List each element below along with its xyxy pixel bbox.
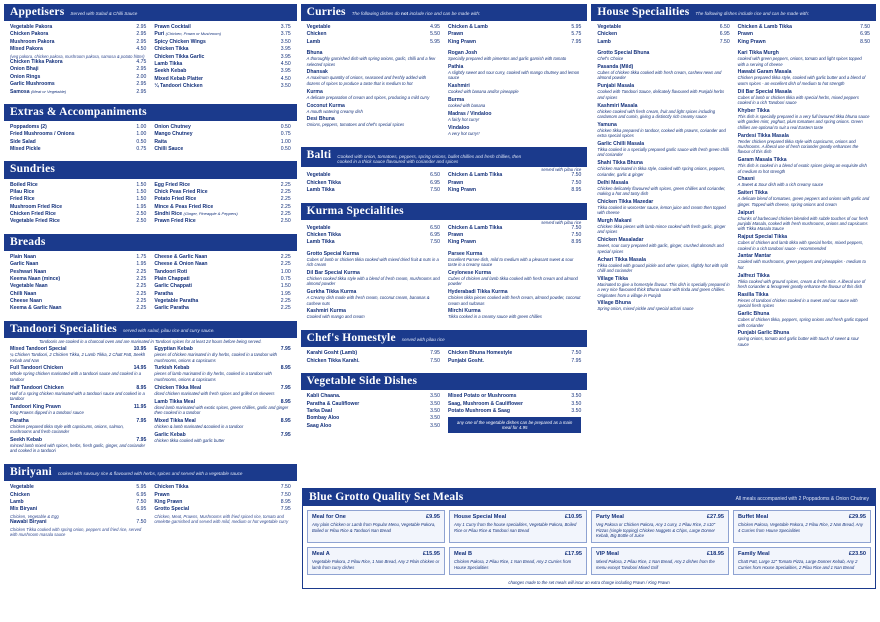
menu-item: Mirchi Kurma Tikka cooked in a creamy sauce with green chillies <box>447 308 542 320</box>
menu-item: Chicken Fried Rice 2.50 <box>10 211 147 218</box>
menu-item: Yamuna chicken tikka prepared in tandoor, cooked with prawns, coriander and extra special spices <box>597 121 726 139</box>
price-list-left <box>10 182 146 226</box>
menu-item: ¼ Tandoori Chicken 3.50 <box>154 83 291 90</box>
section-descriptions <box>591 50 876 354</box>
menu-item: Kashmiri Cooked with banana and/or pineapple <box>447 83 519 95</box>
dish-list-right <box>448 50 581 139</box>
section-vegetable-side-dishes <box>301 373 588 437</box>
price-list-right <box>154 484 290 537</box>
menu-item: Boiled Rice 1.50 <box>10 181 147 188</box>
section-breads <box>4 234 297 317</box>
menu-item: Paratha 7.95 Chicken prepared tikka style with capsicums, onions, salmon, mushrooms and fresh coriander <box>10 417 147 435</box>
section-header <box>301 373 588 390</box>
menu-item: Vegetable 6.50 <box>597 24 730 31</box>
menu-item: Mix Biryani 6.95 <box>10 506 147 513</box>
menu-item: Fried Rice 1.50 <box>10 196 147 203</box>
menu-item: Chicken Tikka Garlic 3.95 <box>154 53 291 60</box>
price-list-left <box>10 24 146 96</box>
menu-item: Vegetable Fried Rice 2.50 <box>10 218 147 225</box>
menu-item: Full Tandoori Chicken 14.95 Whole spring chicken marinated with a tandoori sauce and cooked in a tandoor <box>10 365 147 382</box>
menu-item: Mixed Kebab Platter 4.50 <box>154 75 291 82</box>
menu-item: Half Tandoori Chicken 8.95 Half of a spring chicken marinated with a tandoori sauce and cooked in a tandoor <box>10 384 147 402</box>
set-meal-card: Meal A £15.95 Vegetable Pakora, 2 Pilau Rice, 1 Nan Bread, Any 2 Plain chicken or lamb from curry dishes <box>307 547 445 575</box>
menu-item: Pilau Rice 1.50 <box>10 188 147 195</box>
menu-item: Parsee Kurma Excellent Parsee dish, mild to medium with a pleasant sweet & sour taste in a creamy sauce <box>447 250 574 268</box>
menu-item: Jantar Mantar Cooked with mushrooms, green peppers and pineapples - medium to hot <box>737 253 866 270</box>
section-body <box>4 251 297 317</box>
menu-item: Lamb Tikka 4.50 <box>154 60 291 67</box>
section-body <box>301 347 588 369</box>
price-list-right <box>154 124 290 154</box>
menu-item: King Prawn 8.95 <box>447 239 582 246</box>
price-list-left <box>307 172 440 194</box>
menu-item: Garlic Chilli Masala Tikka cooked in a specially prepared garlic sauce with fresh green chilli and coriander <box>597 141 729 158</box>
menu-item: Vegetable Naan 2.25 <box>10 283 147 290</box>
section-extras-accompaniments <box>4 104 297 158</box>
menu-item: Vegetable 6.50 <box>306 224 440 231</box>
menu-item: Coconut Kurma A mouth watering creamy dish <box>306 102 363 114</box>
price-list-right <box>154 182 290 226</box>
menu-item: Saag, Mushroom & Cauliflower 3.50 <box>447 400 582 407</box>
menu-item: King Prawn 8.50 <box>737 38 870 45</box>
menu-item: Vindaloo A very hot curry!! <box>447 124 480 136</box>
section-header <box>301 147 588 168</box>
menu-item: Lamb 7.50 <box>10 499 147 506</box>
section-set-meals <box>302 488 876 589</box>
section-title: Vegetable Side Dishes <box>306 375 418 388</box>
menu-item: Keema Naan (mince) 2.25 <box>10 275 147 282</box>
menu-item: Plain Chappati 0.75 <box>154 275 291 282</box>
menu-item: Garlic Naan 1.95 <box>10 261 147 268</box>
menu-item: Prawn 5.75 <box>447 31 582 38</box>
menu-item: Chicken Tikka Karahi. 7.50 <box>306 357 440 364</box>
price-list-left <box>307 225 440 247</box>
section-kurma-specialities <box>301 203 588 327</box>
menu-item: Plain Naan 1.75 <box>10 253 147 260</box>
price-list-right <box>738 24 870 46</box>
menu-item: Dhansak A maximum quantity of onions, seasoned and freshly added with dozens of spices to produce a taste that is medium to hot <box>306 69 427 86</box>
menu-item-desc: (veg pakora, chicken pakora, mushroom pakora, samosa & potato fritter) <box>10 53 145 59</box>
menu-item: Chicken Tikka 6.95 <box>306 231 440 238</box>
menu-item: Onion Rings 2.00 <box>10 73 147 80</box>
menu-item: Village Tikka Marinated to give a homestyle flavour. This dish is specially prepared in a very nice flavoured thick Bhuna sauce with tinda and green chillies. Originates from a village in Punjab <box>597 275 730 298</box>
section-descriptions <box>301 251 588 327</box>
section-body <box>4 346 297 460</box>
menu-item: Vegetable 6.50 <box>306 172 440 179</box>
menu-item: Raita 1.00 <box>154 138 291 145</box>
menu-item: Murgh Makani Chicken tikka pieces with lamb mince cooked with fresh garlic, ginger and spices <box>597 218 726 235</box>
menu-item: Mushroom Pakora 2.95 <box>10 38 147 45</box>
menu-item: Fried Mushrooms / Onions 1.00 <box>10 131 147 138</box>
price-list-right <box>154 24 290 96</box>
price-list-right <box>154 254 290 313</box>
menu-item: Lamb Tikka 7.50 <box>306 239 440 246</box>
set-meals-note: All meals accompanied with 2 Poppadoms & Onion Chutney <box>735 496 869 502</box>
menu-item: Paratha 1.95 <box>154 290 291 297</box>
section-subtitle: The following dishes include rice and can be made with: <box>695 11 810 16</box>
menu-item: Vegetable Pakora 2.95 <box>10 24 147 31</box>
section-body <box>301 225 588 251</box>
menu-item: Jalfrezi Tikka Tikka cooked with ground spices, cream & fresh mint. A liberal use of fresh coriander & fenugreek greatly enhance the flavour of this dish <box>737 272 866 290</box>
menu-item: Chicken Masaladar Sweet, sour curry prepared with garlic, ginger, crushed almonds and special spices <box>597 237 724 254</box>
section-subtitle: Served with Salad & Chilli Sauce <box>70 11 138 16</box>
menu-item: Egg Fried Rice 2.25 <box>154 181 291 188</box>
menu-item: Lamb Tikka Meal 8.95 diced lamb marinated with exotic spices, green chillies, garlic and ginger then cooked in a tandoor <box>154 398 291 415</box>
set-meals-grid <box>303 506 875 579</box>
section-title: House Specialities <box>597 6 690 18</box>
served-with-note: served with pilau rice <box>541 219 582 225</box>
menu-item: Bombay Aloo 3.50 <box>306 415 440 422</box>
section-body <box>301 21 588 50</box>
section-body <box>4 21 297 100</box>
menu-item: Tandoori King Prawn 11.95 King Prawns dipped in a tandoori sauce <box>10 403 147 415</box>
menu-item: Garlic Kebab 7.95 chicken tikka cooked with garlic butter <box>154 431 291 443</box>
menu-item: Chasni A Sweet & Sour dish with a rich creamy sauce <box>737 176 824 188</box>
menu-item: Egyptian Kebab 7.95 pieces of chicken marinated in dry herbs, cooked in a tandoor with mushrooms, onions & capsicums <box>154 346 291 363</box>
menu-item: Chicken Tikka Mazedar Tikka cooked in worcester sauce, lemon juice and cream then topped with cheese <box>597 198 726 216</box>
section-title: Curries <box>306 6 346 18</box>
menu-item-desc: Chicken Tikka cooked with spring onion, peppers and fried rice, served with mushroom masala sauce <box>10 526 142 538</box>
menu-item: Chicken & Lamb Tikka 7.50 <box>447 172 582 179</box>
section-descriptions <box>301 50 588 143</box>
menu-item: Hawabi Garam Masala Chicken prepared tikka style, cooked with garlic butter and a blend of warm spices - an excellent dish of medium to hot strength <box>737 69 866 86</box>
menu-item: Garlic Bhuna Cubes of chicken tikka, peppers, spring onions and fresh garlic topped with coriander <box>737 311 869 328</box>
price-list-right <box>448 172 581 194</box>
menu-item: Onion Bhaji 2.95 <box>10 66 147 73</box>
section-header <box>301 203 588 220</box>
price-list-left <box>307 350 440 365</box>
menu-item: Prawn Fried Rice 2.50 <box>154 218 291 225</box>
section-tandoori-specialities <box>4 321 297 460</box>
section-subtitle: cooked with savoury rice & flavoured with herbs, spices and served with a vegetable sauce <box>57 471 243 477</box>
menu-item: Sindhi Rice (Ginger, Pineapple & Peppers) 2.25 <box>154 211 291 218</box>
menu-item: King Prawn 7.95 <box>447 38 582 45</box>
menu-item: Ceylonese Kurma Cubes of chicken and lamb tikka cooked with fresh cream and almond powder <box>447 269 578 287</box>
section-header <box>303 489 875 506</box>
menu-item: Chicken Tikka 3.95 <box>154 46 291 53</box>
price-list-left <box>10 254 146 313</box>
price-list-right <box>448 24 581 46</box>
menu-item: Cheese & Garlic Naan 2.25 <box>154 253 291 260</box>
set-meal-card: VIP Meal £18.95 Mixed Pakora, 2 Pilau Rice, 1 Nan Bread, Any 2 dishes from the menu except Tandoori Mixed Grill <box>591 547 729 575</box>
menu-item: Pardesi Tikka Masala Tender chicken prepared tikka style with capsicums, onions and mushrooms. A liberal use of fresh coriander greatly enhances the flavour of this dish <box>737 132 859 155</box>
menu-item: Lamb 5.95 <box>306 38 440 45</box>
section-header <box>4 4 297 21</box>
dish-list-left <box>307 251 440 323</box>
menu-item: Jaipuri Chunks of barbecued chicken blended with subtle touches of our fresh punjabi Masala, cooked with fresh mushrooms, onions and capsicums with Tikka Masala Sauce <box>737 209 869 232</box>
section-header <box>301 4 588 21</box>
menu-item: Punjabi Garlic Bhuna spring onions, tomato and garlic butter with touch of sweet & sour sauce <box>737 330 859 347</box>
menu-item: Kabli Chaana. 3.50 <box>306 393 440 400</box>
menu-item: Garlic Mushrooms 2.95 <box>10 81 147 88</box>
section-header <box>4 321 297 338</box>
section-body <box>4 179 297 230</box>
section-body <box>301 172 588 198</box>
section-subtitle: served with salad, pilau rice and curry sauce. <box>122 327 215 333</box>
section-title: Kurma Specialities <box>306 204 404 217</box>
menu-item: Rogan Josh Specially prepared with pimentos and garlic garnish with tomato <box>447 50 567 62</box>
price-list-right <box>448 350 581 365</box>
menu-item: Poppadoms (2) 1.00 <box>10 123 147 130</box>
dish-list-left <box>597 50 729 350</box>
menu-item: Kari Tikka Murgh cooked with green peppers, onions, tomato and light spices topped with a serving of cheese <box>737 50 862 67</box>
menu-item: Mixed Tikka Meal 8.95 chicken & lamb marinated &cooked in a tandoor <box>154 417 291 429</box>
menu-item: Chilli Naan 2.25 <box>10 290 147 297</box>
menu-item: Saiteri Tikka A delicate blend of tomatoes, green peppers and onions with garlic and ginger. Topped with cheese, spring onions and cream <box>737 190 870 207</box>
section-header <box>4 234 297 251</box>
section-title: Biriyani <box>10 466 52 479</box>
menu-item: Vegetable Paratha 2.25 <box>154 298 291 305</box>
menu-item: Prawn 7.50 <box>447 179 582 186</box>
menu-item: Punjabi Masala Cooked with Tandoori Sauce, delicately flavoured with Punjabi herbs and spices <box>597 83 725 100</box>
menu-item: Mixed Tandoori Special 10.95 ¼ Chicken Tandoori, 2 Chicken Tikka, 2 Lamb Tikka, 2 Chatt Patt, Seekh Kebab and Nan <box>10 346 147 363</box>
menu-item: Rasilla Tikka Pieces of tandoori chicken cooked in a sweet and our sauce with special fresh spices <box>737 291 858 309</box>
menu-item: Mixed Pakora 4.50 <box>10 46 147 53</box>
menu-item: Desi Bhuna Onions, peppers, tomatoes and chef's special spices <box>306 116 405 128</box>
menu-item: Mince & Peas Fried Rice 2.25 <box>154 203 291 210</box>
menu-item: Achari Tikka Masala Tikka cooked with ground pickle and other spices, slightly hot with split chilli and coriander <box>597 256 728 273</box>
menu-item: Chicken 6.95 <box>10 491 147 498</box>
menu-item: Bhuna A thoroughly garnished dish with spring onions, garlic, chilli and a few selected spices <box>306 50 436 67</box>
menu-item: Chicken Bhuna Homestyle 7.50 <box>447 350 582 357</box>
menu-item: Kashmiri Masala chicken cooked with fresh cream, fruit and light spices including cardamom and cumin, giving a distinctly rich creamy sauce <box>597 102 716 119</box>
menu-item: Mixed Pickle 0.75 <box>10 146 147 153</box>
menu-item: Burma cooked with banana <box>447 97 486 109</box>
menu-item-desc: Chicken, Vegetable & Egg <box>10 513 59 519</box>
section-body <box>4 121 297 158</box>
dish-list-right <box>154 346 290 456</box>
section-title: Appetisers <box>10 6 65 18</box>
menu-item: Lamb 7.50 <box>597 38 730 45</box>
section-sundries <box>4 161 297 229</box>
menu-item: Chick Peas Fried Rice 2.25 <box>154 188 291 195</box>
menu-item: Garlic Chappati 1.50 <box>154 283 291 290</box>
section-balti <box>301 147 588 199</box>
menu-item: Prawn Cocktail 3.75 <box>154 24 291 31</box>
menu-item: Chicken Tikka 6.95 <box>306 179 440 186</box>
menu-item: Chicken Tikka Pakora 4.75 <box>10 59 147 66</box>
section-chefs-homestyle <box>301 330 588 369</box>
menu-item: Village Bhuna Spring onion, mixed pickle and special achari sauce <box>597 300 694 312</box>
side-dish-offer-note: any one of the vegetable dishes can be prepared as a main meal for 4.95 <box>448 417 581 433</box>
set-meal-card: Party Meal £27.95 Veg Pakora or Chicken Pakora, Any 1 curry, 1 Pilau Rice, 2 x10" Pizzas (single topping) Chicken Nuggets & Chips, Large Donner Kebab, Big Bottle of Juice <box>591 510 729 543</box>
section-header <box>301 330 588 347</box>
menu-item: Dil Bar Special Kurma Chicken cooked tikka style with a blend of fresh cream, mushrooms and almond powder <box>306 269 440 287</box>
set-meal-card: Buffet Meal £29.95 Chicken Pakora, Vegetable Pakora, 2 Pilau Rice, 2 Nan Bread, Any 4 Curries from House Specialities <box>733 510 871 543</box>
menu-item: Tarka Daal 3.50 <box>306 407 440 414</box>
section-subtitle: Cooked with onion, tomatoes, peppers, spring onions, bullet chillies and fresh chillies, then cooked in a thick sauce flavoured with coriander and spices <box>337 153 522 165</box>
dish-list-right <box>738 50 870 350</box>
menu-item: Prawn 6.95 <box>737 31 870 38</box>
menu-item: Seekh Kebab 3.95 <box>154 68 291 75</box>
price-list-right <box>448 393 581 433</box>
menu-item: Dil Bar Special Masala Cubes of lamb or chicken tikka with special herbs, mixed peppers cooked in a rich Tandoori sauce <box>737 88 859 106</box>
menu-item: Samosa (Meat or Vegetable) 2.95 <box>10 88 147 95</box>
price-list-left <box>10 124 146 154</box>
menu-item: Delhi Masala Chicken delicately flavoured with spices, green chillies and coriander, making a hot and tasty dish <box>597 179 726 196</box>
section-title: Balti <box>306 148 332 161</box>
menu-item: Karahi Gosht (Lamb) 7.95 <box>306 350 440 357</box>
menu-item: Side Salad 0.50 <box>10 138 147 145</box>
menu-item: Kurma A delicate preparation of cream and spices, producing a mild curry <box>306 88 430 100</box>
menu-item: Tandoori Roti 1.00 <box>154 268 291 275</box>
menu-item: Mixed Potato or Mushrooms 3.50 <box>447 393 582 400</box>
menu-item: Kashmiri Kurma Cooked with mango and cream <box>306 308 365 320</box>
menu-item: Grotto Special Bhuna Chef's Choice <box>597 50 650 62</box>
menu-item: Cheese & Onion Naan 2.25 <box>154 261 291 268</box>
menu-item: Cheese Naan 2.25 <box>10 298 147 305</box>
section-title: Chef's Homestyle <box>306 332 396 345</box>
menu-item: King Prawn 8.95 <box>154 499 291 506</box>
section-biriyani <box>4 464 297 541</box>
menu-item: Chicken & Lamb Tikka 7.50 <box>447 224 582 231</box>
menu-item: Chilli Sauce 0.50 <box>154 146 291 153</box>
section-header <box>4 104 297 121</box>
set-meal-card: Meal for One £9.95 Any plain Chicken or Lamb from Popular Menu, Vegetable Pakora, Boiled or Pilau Rice & Tandoori Nan Bread <box>307 510 445 543</box>
menu-item: King Prawn 8.95 <box>447 187 582 194</box>
menu-item: Peshwari Naan 2.25 <box>10 268 147 275</box>
section-subtitle: served with pilau rice <box>401 337 445 343</box>
section-header <box>4 464 297 481</box>
menu-item: Paratha & Cauliflower 3.50 <box>306 400 440 407</box>
set-meals-footer: changes made to the set meals will incur an extra charge including Prawn / King Prawn <box>508 580 670 586</box>
section-appetisers <box>4 4 297 100</box>
menu-item: Turkish Kebab 8.95 pieces of lamb marinated in dry herbs, cooked in a tandoor with mushrooms, onions & capsicums <box>154 365 291 382</box>
section-title: Sundries <box>10 163 56 176</box>
price-list-left <box>307 24 440 46</box>
section-note: Tandooris are cooked in a charcoal oven and are marinated in Tandoori spices for at least 24 hours before being served. <box>38 338 262 344</box>
menu-item: Keema & Garlic Naan 2.25 <box>10 305 147 312</box>
menu-item: Chicken Tikka Meal 7.95 diced chicken marinated with fresh spices and grilled on skewers <box>154 384 291 396</box>
menu-item: Khyber Tikka This dish is specially prepared in a very full lavoured tikka bhuna sauce with garden mint, yoghurt, plum tomatoes and spring onions. Green chillies are optional to suit a real Eastern taste <box>737 107 870 130</box>
menu-item: Chicken 6.95 <box>597 31 730 38</box>
menu-item: Gurkha Tikka Kurma A Creamy dish made with fresh cream, coconut cream, bananas & cashew nuts <box>306 289 430 306</box>
price-list-left <box>10 484 146 537</box>
set-meal-card: House Special Meal £10.95 Any 1 Curry from the house specialities, Vegetable Pakora, Boiled Rice or Pilau Rice & Tandoori nan Bread <box>449 510 587 543</box>
menu-item: Rajput Special Tikka Cubes of chicken and lamb tikka with special herbs, mixed peppers, cooked in a rich tandoori sauce - recommended <box>737 234 864 251</box>
menu-item: Chicken 5.50 <box>306 31 440 38</box>
menu-item: Prawn 7.50 <box>154 491 291 498</box>
menu-item: Seekh Kebab 7.95 minced lamb mixed with spices, herbs, fresh garlic, ginger, and coriander and cooked in a tandoori <box>10 437 147 454</box>
menu-item: Lamb Tikka 7.50 <box>306 187 440 194</box>
section-header <box>591 4 876 21</box>
menu-item-desc: Chicken, Meat, Prawns, Mushrooms with fried spiced rice, tomato and omelette garnished and served with mild, medium or hot vegetable curry <box>154 513 289 525</box>
menu-item: Garlic Paratha 2.25 <box>154 305 291 312</box>
menu-item: Nawabi Biryani 7.50 <box>10 519 147 526</box>
menu-item: Shahi Tikka Bhuna Chicken marinated in tikka style, cooked with spring onions, peppers, coriander, garlic & ginger <box>597 160 726 177</box>
menu-item: Madras / Vindaloo A fairly hot curry! <box>447 111 492 123</box>
section-house-specialities <box>591 4 876 354</box>
menu-item: Potato Fried Rice 2.25 <box>154 196 291 203</box>
dish-list-left <box>307 50 440 139</box>
menu-item: Onion Chutney 0.50 <box>154 123 291 130</box>
menu-item: Pasanda (Mild) Cubes of chicken tikka cooked with fresh cream, cashew news and almond powder <box>597 64 722 81</box>
menu-item: Mango Chutney 0.75 <box>154 131 291 138</box>
section-body <box>591 21 876 50</box>
menu-item: Vegetable 5.95 <box>10 484 147 491</box>
menu-item: Saag Aloo 3.50 <box>306 422 440 429</box>
section-body <box>4 481 297 541</box>
menu-item: Chicken Pakora 2.95 <box>10 31 147 38</box>
price-list-left <box>597 24 729 46</box>
section-header <box>4 161 297 178</box>
section-subtitle: The following dishes do not include rice and can be made with: <box>351 11 481 16</box>
menu-item: Chicken & Lamb 5.95 <box>447 24 582 31</box>
menu-item: Spicy Chicken Wings 3.50 <box>154 38 291 45</box>
menu-item: Mushroom Fried Rice 1.95 <box>10 203 147 210</box>
menu-item: Pathia A slightly sweet and sour curry, cooked with mango chutney and lemon sauce <box>447 64 580 81</box>
dish-list-left <box>10 346 146 456</box>
price-list-left <box>307 393 440 433</box>
menu-item: Punjabi Gosht. 7.95 <box>447 357 582 364</box>
menu-item: Garam Masala Tikka This dish is cooked in a blend of exotic spices giving an exquisite dish of medium to hot strength <box>737 157 867 174</box>
menu-item: Chicken & Lamb Tikka 7.50 <box>737 24 870 31</box>
set-meal-card: Meal B £17.95 Chicken Pakora, 2 Pilau Rice, 1 Nan Bread, Any 2 Curries from House Specialities <box>449 547 587 575</box>
menu-item: Chicken Tikka 7.50 <box>154 484 291 491</box>
section-title: Breads <box>10 235 46 248</box>
section-curries <box>301 4 588 143</box>
price-list-right <box>448 225 581 247</box>
section-title: Blue Grotto Quality Set Meals <box>309 491 464 503</box>
set-meal-card: Family Meal £23.50 Chatt Patt, Large 12" Tomato Pizza, Large Donner Kebab, Any 2 Curries from House Specialities, 2 Pilau Rice and 1 Nan Bread <box>733 547 871 575</box>
section-title: Tandoori Specialities <box>10 322 117 335</box>
menu-item: Prawn 7.50 <box>447 231 582 238</box>
section-title: Extras & Accompaniments <box>10 105 147 118</box>
menu-item: Vegetable 4.95 <box>306 24 440 31</box>
menu-item: Hyderabadi Tikka Kurma Chicken tikka pieces cooked with fresh cream, almond powder, coconut cream and sultanas <box>447 289 581 306</box>
menu-item: Puri (Chicken, Prawn or Mushroom) 3.75 <box>154 31 291 38</box>
served-with-note: served with pilau rice <box>541 167 582 173</box>
section-body <box>301 390 588 437</box>
menu-column-left <box>4 4 297 618</box>
dish-list-right <box>448 251 581 323</box>
menu-item: Potato Mushroom & Saag 3.50 <box>447 407 582 414</box>
menu-item: Grotto Special Kurma Cubes of lamb or chicken tikka cooked with mixed dried fruit & nuts in a rich cream <box>306 250 439 268</box>
menu-item: Grotto Special 7.95 <box>154 506 291 513</box>
